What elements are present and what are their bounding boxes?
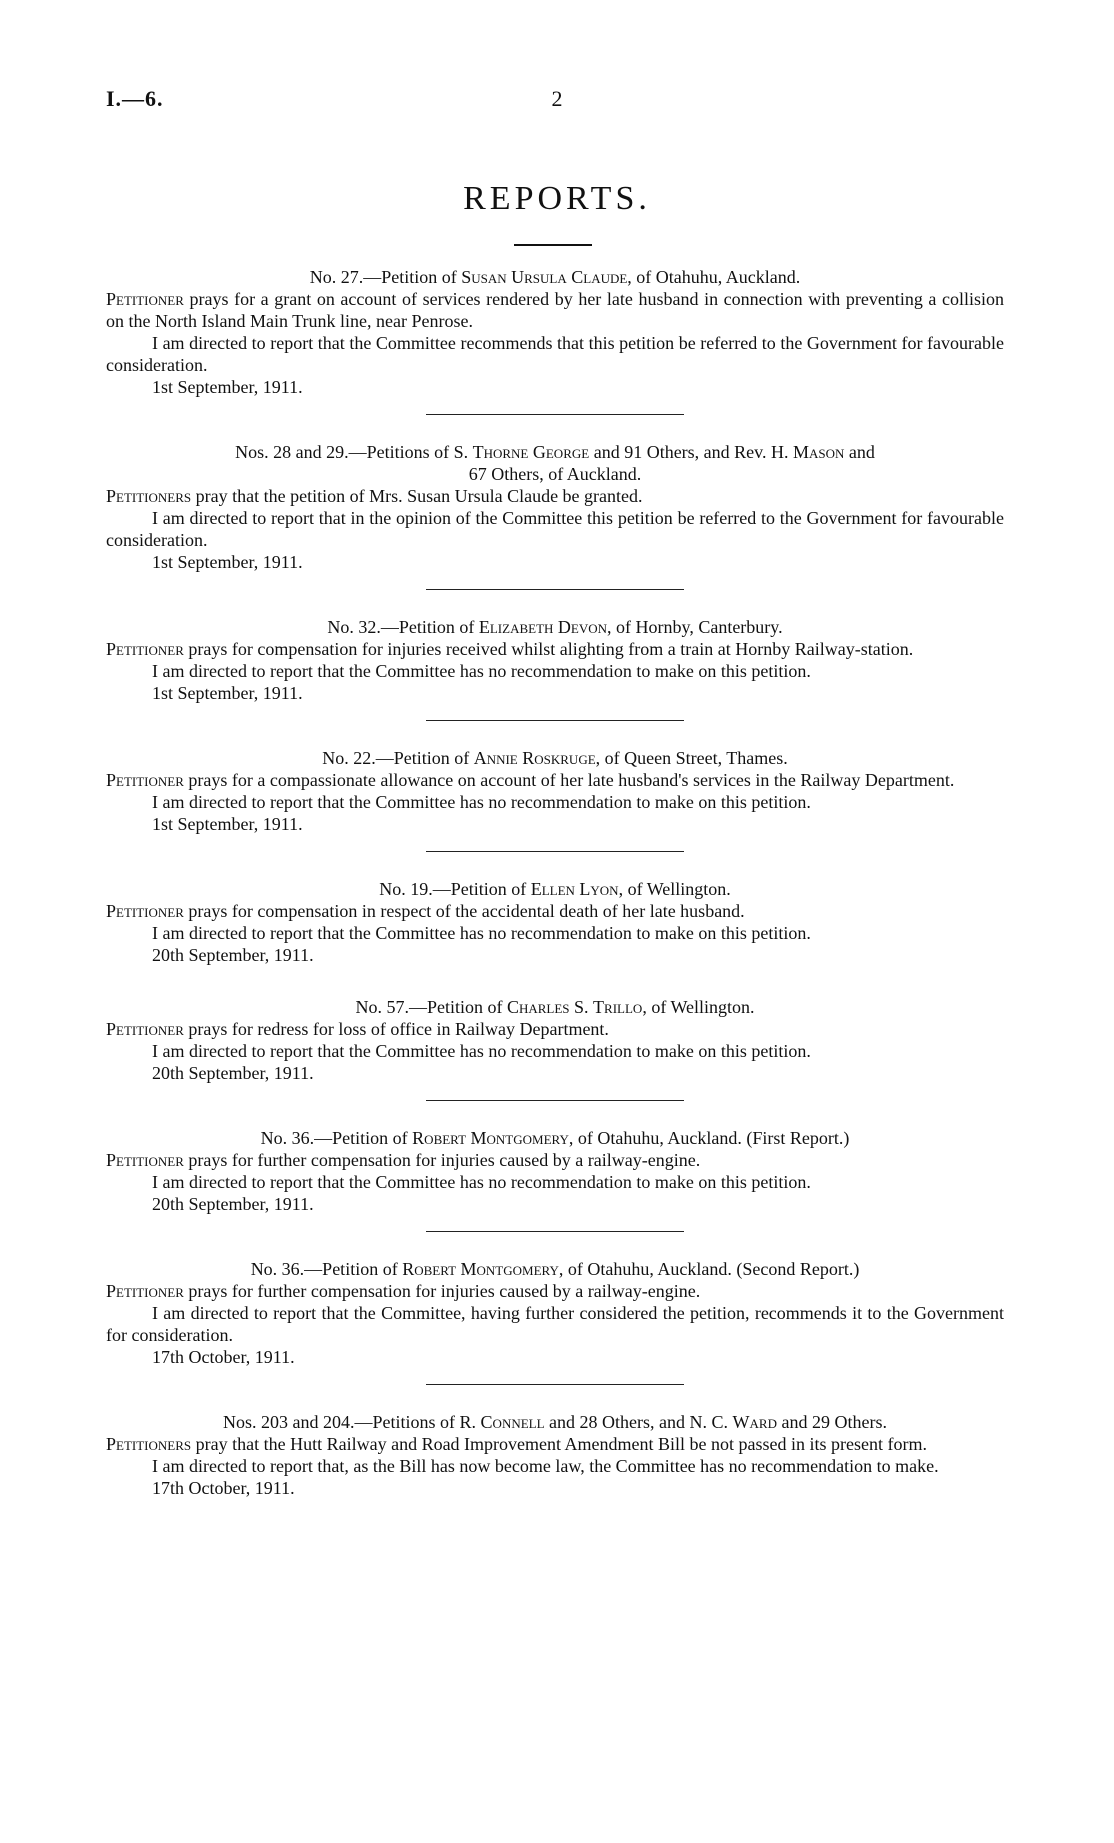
committee-report: I am directed to report that, as the Bill has now become law, the Committee has no recommendation to make. [152, 1456, 939, 1476]
heading-text: and 28 Others, and N. C. [544, 1412, 733, 1432]
petition-heading [106, 996, 1004, 1018]
body-text: prays for further compensation for injuries caused by a railway-engine. [183, 1150, 701, 1170]
heading-text: , of Hornby, Canterbury. [607, 617, 783, 637]
heading-text: , of Otahuhu, Auckland. (Second Report.) [558, 1259, 860, 1279]
heading-text: and 91 Others, and Rev. H. [589, 442, 793, 462]
body-text: pray that the petition of Mrs. Susan Ursula Claude be granted. [191, 486, 643, 506]
petitioner-name: Ward [732, 1412, 777, 1432]
body-lead: Petitioner [106, 901, 184, 921]
committee-report: I am directed to report that the Committee has no recommendation to make on this petition. [152, 792, 811, 812]
committee-report: I am directed to report that the Committee has no recommendation to make on this petition. [152, 1041, 811, 1061]
petitioner-name: Elizabeth Devon [478, 617, 607, 637]
heading-text: and [844, 442, 875, 462]
committee-report: I am directed to report that the Committee has no recommendation to make on this petition. [152, 661, 811, 681]
body-text: pray that the Hutt Railway and Road Improvement Amendment Bill be not passed in its present form. [191, 1434, 927, 1454]
heading-text: No. 57.—Petition of [355, 997, 507, 1017]
petition-body [106, 769, 1004, 791]
heading-text: No. 36.—Petition of [250, 1259, 403, 1279]
body-text: prays for compensation in respect of the accidental death of her late husband. [183, 901, 745, 921]
body-lead: Petitioner [106, 1150, 184, 1170]
report-date: 20th September, 1911. [152, 945, 314, 965]
petitioner-name: Connell [480, 1412, 545, 1432]
body-lead: Petitioner [106, 639, 184, 659]
petition-body [106, 1149, 1004, 1171]
petition-entry [106, 441, 1004, 573]
petitioner-name: Charles [506, 997, 570, 1017]
page-number: 2 [551, 86, 563, 111]
committee-report: I am directed to report that the Committee recommends that this petition be referred to the Government for favourable consideration. [106, 333, 1004, 375]
body-lead: Petitioner [106, 1281, 184, 1301]
section-divider [426, 720, 684, 721]
report-date: 1st September, 1911. [152, 377, 303, 397]
heading-text: , of Wellington. [618, 879, 731, 899]
body-text: prays for compensation for injuries received whilst alighting from a train at Hornby Railway-station. [183, 639, 914, 659]
title-rule [514, 244, 592, 246]
heading-text: 67 Others, of Auckland. [468, 464, 642, 484]
petition-heading [106, 1258, 1004, 1280]
report-date: 17th October, 1911. [152, 1478, 295, 1498]
petitioner-name: Ellen Lyon [530, 879, 619, 899]
petition-entry [106, 878, 1004, 966]
body-lead: Petitioner [106, 1019, 184, 1039]
heading-text: No. 32.—Petition of [327, 617, 479, 637]
section-divider [426, 1231, 684, 1232]
petition-entry [106, 1411, 1004, 1499]
petitioner-name: Robert Montgomery [402, 1259, 559, 1279]
section-divider [426, 1384, 684, 1385]
section-divider [426, 414, 684, 415]
petition-entry [106, 616, 1004, 704]
petition-body [106, 1433, 1004, 1455]
petition-entry [106, 996, 1004, 1084]
body-text: prays for a grant on account of services rendered by her late husband in connection with preventing a collision on the North Island Main Trunk line, near Penrose. [106, 289, 1004, 331]
body-text: prays for redress for loss of office in Railway Department. [183, 1019, 609, 1039]
report-date: 20th September, 1911. [152, 1063, 314, 1083]
petition-heading [106, 1411, 1004, 1433]
petition-body [106, 288, 1004, 332]
page-title: REPORTS. [463, 180, 651, 217]
petition-body [106, 1018, 1004, 1040]
committee-report: I am directed to report that the Committee has no recommendation to make on this petition. [152, 923, 811, 943]
petition-entry [106, 747, 1004, 835]
document-reference: I.—6. [106, 86, 164, 111]
committee-report: I am directed to report that the Committee, having further considered the petition, recommends it to the Government for consideration. [106, 1303, 1004, 1345]
heading-text: and 29 Others. [776, 1412, 887, 1432]
petitioner-name: Thorne George [472, 442, 590, 462]
petition-heading [106, 878, 1004, 900]
heading-text: Nos. 203 and 204.—Petitions of R. [223, 1412, 481, 1432]
body-lead: Petitioner [106, 770, 184, 790]
petition-heading [106, 616, 1004, 638]
petitioner-name: Robert Montgomery [412, 1128, 569, 1148]
body-lead: Petitioners [106, 1434, 192, 1454]
section-divider [426, 1100, 684, 1101]
petition-heading [106, 1127, 1004, 1149]
petition-body [106, 638, 1004, 660]
heading-text: No. 36.—Petition of [260, 1128, 413, 1148]
committee-report: I am directed to report that in the opinion of the Committee this petition be referred to the Government for favourable consideration. [106, 508, 1004, 550]
report-date: 1st September, 1911. [152, 814, 303, 834]
section-gap [106, 966, 1004, 996]
heading-text: , of Otahuhu, Auckland. (First Report.) [568, 1128, 850, 1148]
heading-text: No. 19.—Petition of [379, 879, 531, 899]
petitioner-name: Trillo [593, 997, 643, 1017]
heading-text: Nos. 28 and 29.—Petitions of S. [235, 442, 473, 462]
petition-body [106, 485, 1004, 507]
committee-report: I am directed to report that the Committee has no recommendation to make on this petition. [152, 1172, 811, 1192]
heading-text: , of Wellington. [642, 997, 755, 1017]
section-divider [426, 589, 684, 590]
petition-heading [106, 747, 1004, 769]
heading-text: , of Otahuhu, Auckland. [627, 267, 801, 287]
heading-text: , of Queen Street, Thames. [595, 748, 788, 768]
section-divider [426, 851, 684, 852]
body-lead: Petitioner [106, 289, 184, 309]
report-date: 1st September, 1911. [152, 683, 303, 703]
heading-text: No. 22.—Petition of [322, 748, 474, 768]
heading-text: S. [569, 997, 594, 1017]
petitions-list [106, 266, 1004, 1499]
petition-entry [106, 1258, 1004, 1368]
body-text: prays for a compassionate allowance on account of her late husband's services in the Railway Department. [183, 770, 955, 790]
petition-entry [106, 266, 1004, 398]
report-date: 1st September, 1911. [152, 552, 303, 572]
heading-text: No. 27.—Petition of [309, 267, 462, 287]
petitioner-name: Susan Ursula Claude [461, 267, 628, 287]
petition-heading [106, 266, 1004, 288]
petition-entry [106, 1127, 1004, 1215]
petitioner-name: Annie Roskruge [473, 748, 596, 768]
petition-heading [106, 441, 1004, 485]
body-lead: Petitioners [106, 486, 192, 506]
report-date: 17th October, 1911. [152, 1347, 295, 1367]
petitioner-name: Mason [793, 442, 845, 462]
body-text: prays for further compensation for injuries caused by a railway-engine. [183, 1281, 701, 1301]
petition-body [106, 900, 1004, 922]
report-date: 20th September, 1911. [152, 1194, 314, 1214]
petition-body [106, 1280, 1004, 1302]
